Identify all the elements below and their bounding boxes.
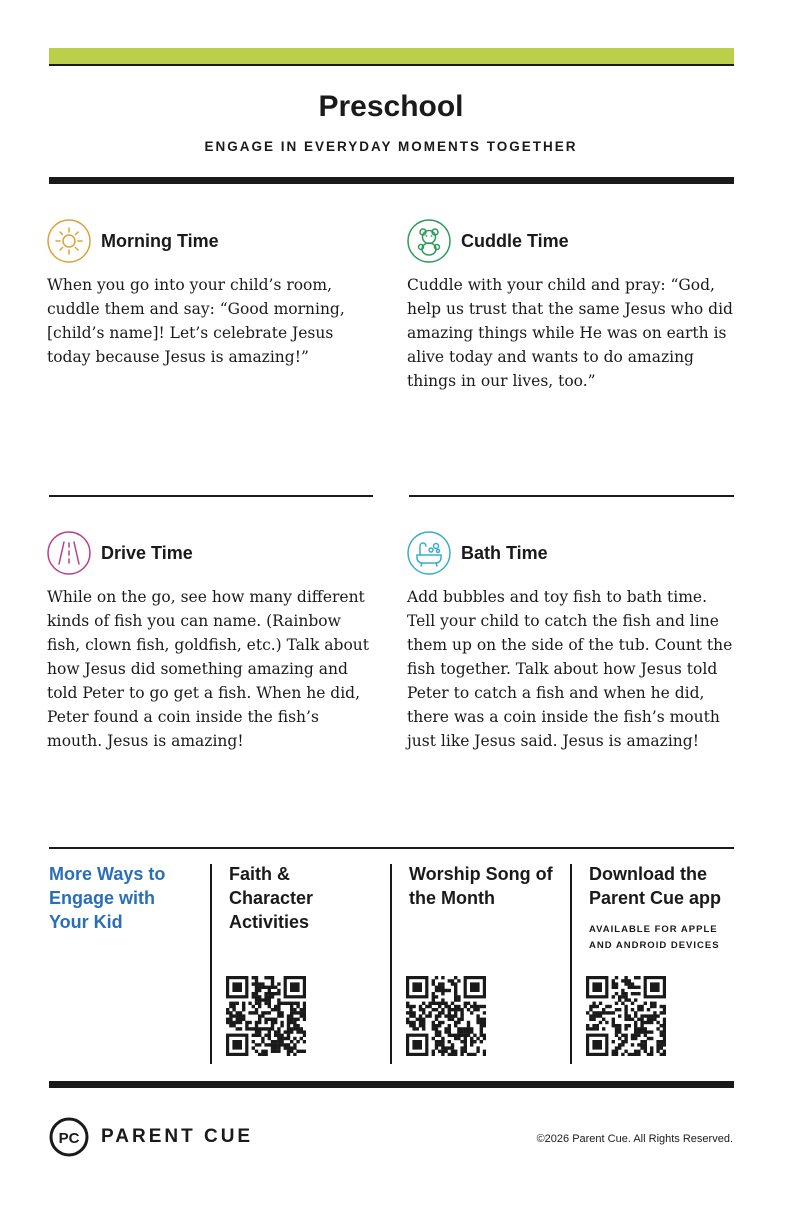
page-subtitle: ENGAGE IN EVERYDAY MOMENTS TOGETHER — [204, 139, 578, 154]
section-body: Cuddle with your child and pray: “God, help us trust that the same Jesus who did amazing things while He was on earth is alive today and wants to do amazing things in our lives, too.” — [407, 276, 733, 390]
more-ways-heading: More Ways to Engage with Your Kid — [49, 864, 166, 932]
section-title: Morning Time — [101, 230, 219, 251]
sun-icon — [47, 219, 91, 263]
section-cuddle-time — [407, 218, 733, 393]
parent-cue-logo — [49, 1117, 253, 1157]
section-title: Drive Time — [101, 542, 193, 563]
section-body: When you go into your child’s room, cuddle them and say: “Good morning, [child’s name]! Let’s celebrate Jesus today because Jesus is amazing!” — [47, 276, 345, 366]
parent-cue-logo-icon — [49, 1117, 89, 1157]
worship-song-column: Worship Song of the Month — [409, 864, 553, 908]
section-bath-time — [407, 530, 733, 753]
availability-note: AVAILABLE FOR APPLE AND ANDROID DEVICES — [589, 924, 720, 951]
accent-bar-underline — [49, 64, 734, 66]
download-app-column: Download the Parent Cue app AVAILABLE FOR APPLE AND ANDROID DEVICES — [589, 862, 739, 954]
section-morning-time — [47, 218, 373, 369]
road-icon — [47, 531, 91, 575]
column-divider — [390, 864, 392, 1064]
qr-code-worship-song[interactable] — [406, 976, 486, 1056]
section-title: Bath Time — [461, 542, 548, 563]
faith-activities-column: Faith & Character Activities — [229, 864, 314, 932]
copyright-notice: ©2026 Parent Cue. All Rights Reserved. — [536, 1133, 733, 1145]
header-divider — [49, 177, 734, 184]
section-body: Add bubbles and toy fish to bath time. Tell your child to catch the fish and line them up on the side of the tub. Count the fish together. Talk about how Jesus told Peter to catch a fish and when he did, there was a coin inside the fish’s mouth just like Jesus said. Jesus is amazing! — [407, 588, 733, 750]
accent-bar — [49, 48, 734, 64]
section-divider — [409, 495, 734, 497]
teddy-bear-icon — [407, 219, 451, 263]
section-title: Cuddle Time — [461, 230, 569, 251]
qr-code-faith-activities[interactable] — [226, 976, 306, 1056]
section-body: While on the go, see how many different kinds of fish you can name. (Rainbow fish, clown fish, goldfish, etc.) Talk about how Jesus did something amazing and told Peter to go get a fish. When he did, Peter found a coin inside the fish’s mouth. Jesus is amazing! — [47, 588, 370, 750]
column-divider — [570, 864, 572, 1064]
column-divider — [210, 864, 212, 1064]
logo-wordmark: PARENT CUE — [101, 1126, 254, 1147]
section-drive-time — [47, 530, 373, 753]
bathtub-icon — [407, 531, 451, 575]
footer-divider — [49, 1081, 734, 1088]
section-divider — [49, 495, 373, 497]
resources-divider — [49, 847, 734, 849]
logo-mark: PC — [58, 1130, 80, 1147]
qr-code-parent-cue-app[interactable] — [586, 976, 666, 1056]
page-title: Preschool — [318, 90, 464, 123]
